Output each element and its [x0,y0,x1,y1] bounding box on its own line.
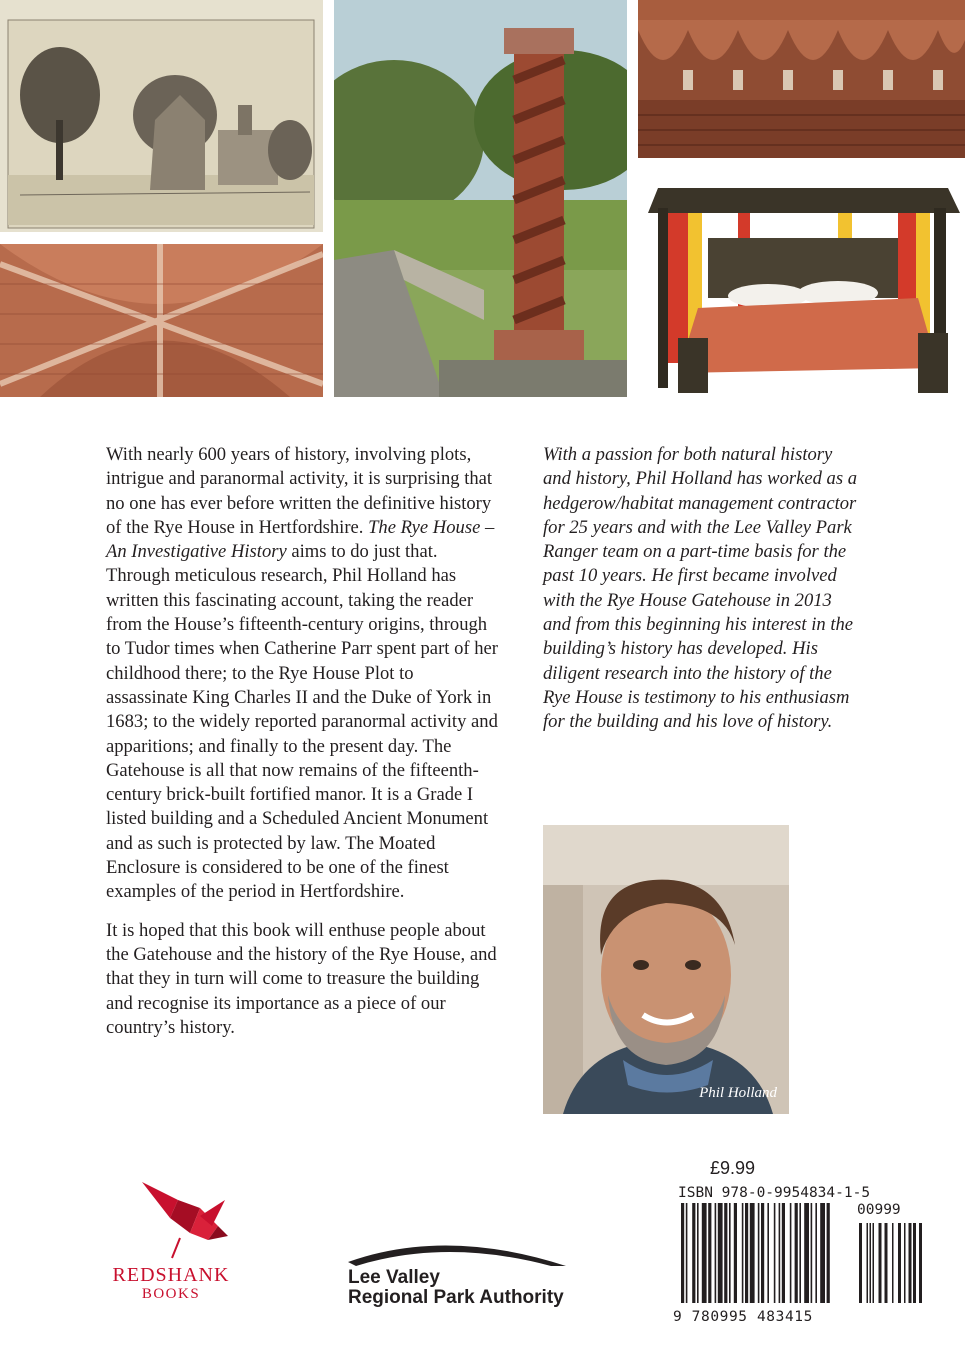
bed-image [638,168,965,397]
author-bio [543,443,863,735]
frieze-photo [638,0,965,158]
addon-bar [904,1223,906,1303]
redshank-bird-icon [100,1178,242,1262]
barcode-bar [724,1203,727,1303]
barcode-bar [750,1203,755,1303]
barcode-bar [702,1203,707,1303]
bed-photo [638,168,965,397]
barcode-bar [734,1203,737,1303]
barcode-bar [779,1203,781,1303]
barcode-bar [708,1203,711,1303]
blurb-paragraph-2: It is hoped that this book will enthuse people about the Gatehouse and the history of the Rye House, and that they in turn will come to treasure the building and recognise its importance as a piece of our country’s history. [106,919,497,1038]
author-photo [543,825,789,1114]
partner-name-line2: Regional Park Authority [348,1287,564,1308]
blurb-text-b: aims to do just that. Through meticulous research, Phil Holland has written this fascinating account, taking the reader from the House’s fifteenth-century origins, through to Tudor times when Catherine Parr spent part of her childhood there; to the Rye House Plot to assassinate King Charles II and the Duke of York in 1683; to the widely reported paranormal activity and apparitions; and finally to the present day. The Gatehouse is all that now remains of the fifteenth-century brick-built fortified manor. It is a Grade I listed building and a Scheduled Ancient Monument and as such is protected by law. The Moated Enclosure is considered to be one of the finest examples of the period in Hertfordshire. [106,541,498,903]
addon-bar [879,1223,882,1303]
addon-bar [919,1223,922,1303]
barcode-block [673,1155,929,1335]
barcode-bar [686,1203,688,1303]
barcode-bar [742,1203,744,1303]
addon-bar [873,1223,875,1303]
addon-bar [870,1223,872,1303]
barcode-bar [715,1203,717,1303]
lee-valley-logo [346,1232,576,1312]
partner-name-line1: Lee Valley [348,1267,440,1288]
addon-bar [892,1223,894,1303]
barcode-bar [718,1203,723,1303]
barcode-bar [697,1203,699,1303]
book-blurb [106,443,498,1054]
addon-digits: 00999 [857,1202,901,1218]
addon-bar [885,1223,888,1303]
barcode-bar [758,1203,760,1303]
price: £9.99 [710,1158,756,1178]
author-portrait-image [543,825,789,1114]
barcode-bar [692,1203,695,1303]
addon-bar [859,1223,862,1303]
lee-valley-road-icon [346,1232,576,1268]
barcode-bar [774,1203,776,1303]
addon-bar [867,1223,869,1303]
addon-bar [898,1223,901,1303]
barcode-bar [790,1203,792,1303]
frieze-image [638,0,965,158]
barcode-bar [827,1203,830,1303]
barcode-bar [729,1203,731,1303]
column-photo [334,0,627,397]
barcode-bar [820,1203,825,1303]
addon-bar [913,1223,916,1303]
engraving-image [0,0,323,232]
barcode-bar [782,1203,785,1303]
ean-digits: 9 780995 483415 [673,1309,813,1325]
column-image [334,0,627,397]
author-bio-text: With a passion for both natural history and history, Phil Holland has worked as a hedgerow/habitat management contractor for 25 years and with the Lee Valley Park Ranger team on a part-time basis for the past 10 years. He first became involved with the Rye House Gatehouse in 2013 and from this beginning his interest in the building’s history has developed. His diligent research into the history of the Rye House is testimony to his enthusiasm for the building and his love of history. [543,444,858,733]
barcode-bar [815,1203,817,1303]
addon-bar [909,1223,912,1303]
blurb-book-title: The Rye House – An Investigative History [106,516,495,563]
publisher-name: REDSHANK [112,1264,230,1286]
barcode-bar [767,1203,769,1303]
isbn-text: ISBN 978-0-9954834-1-5 [678,1185,871,1201]
barcode-bar [761,1203,764,1303]
barcode-bar [745,1203,748,1303]
redshank-books-logo [100,1178,242,1308]
vault-image [0,244,323,397]
blurb-text-a: With nearly 600 years of history, involving plots, intrigue and paranormal activity, it is surprising that no one has ever before written the definitive history of the Rye House in Hertfordshire. [106,444,493,538]
barcode-bar [681,1203,684,1303]
barcode-bars [673,1203,929,1307]
blurb-paragraph-1 [106,443,498,905]
barcode-bar [804,1203,809,1303]
engraving-photo [0,0,323,232]
barcode-bar [795,1203,798,1303]
vault-photo [0,244,323,397]
barcode-bar [799,1203,801,1303]
barcode-bar [811,1203,813,1303]
author-photo-caption: Phil Holland [699,1085,777,1101]
publisher-sub: BOOKS [141,1286,201,1302]
